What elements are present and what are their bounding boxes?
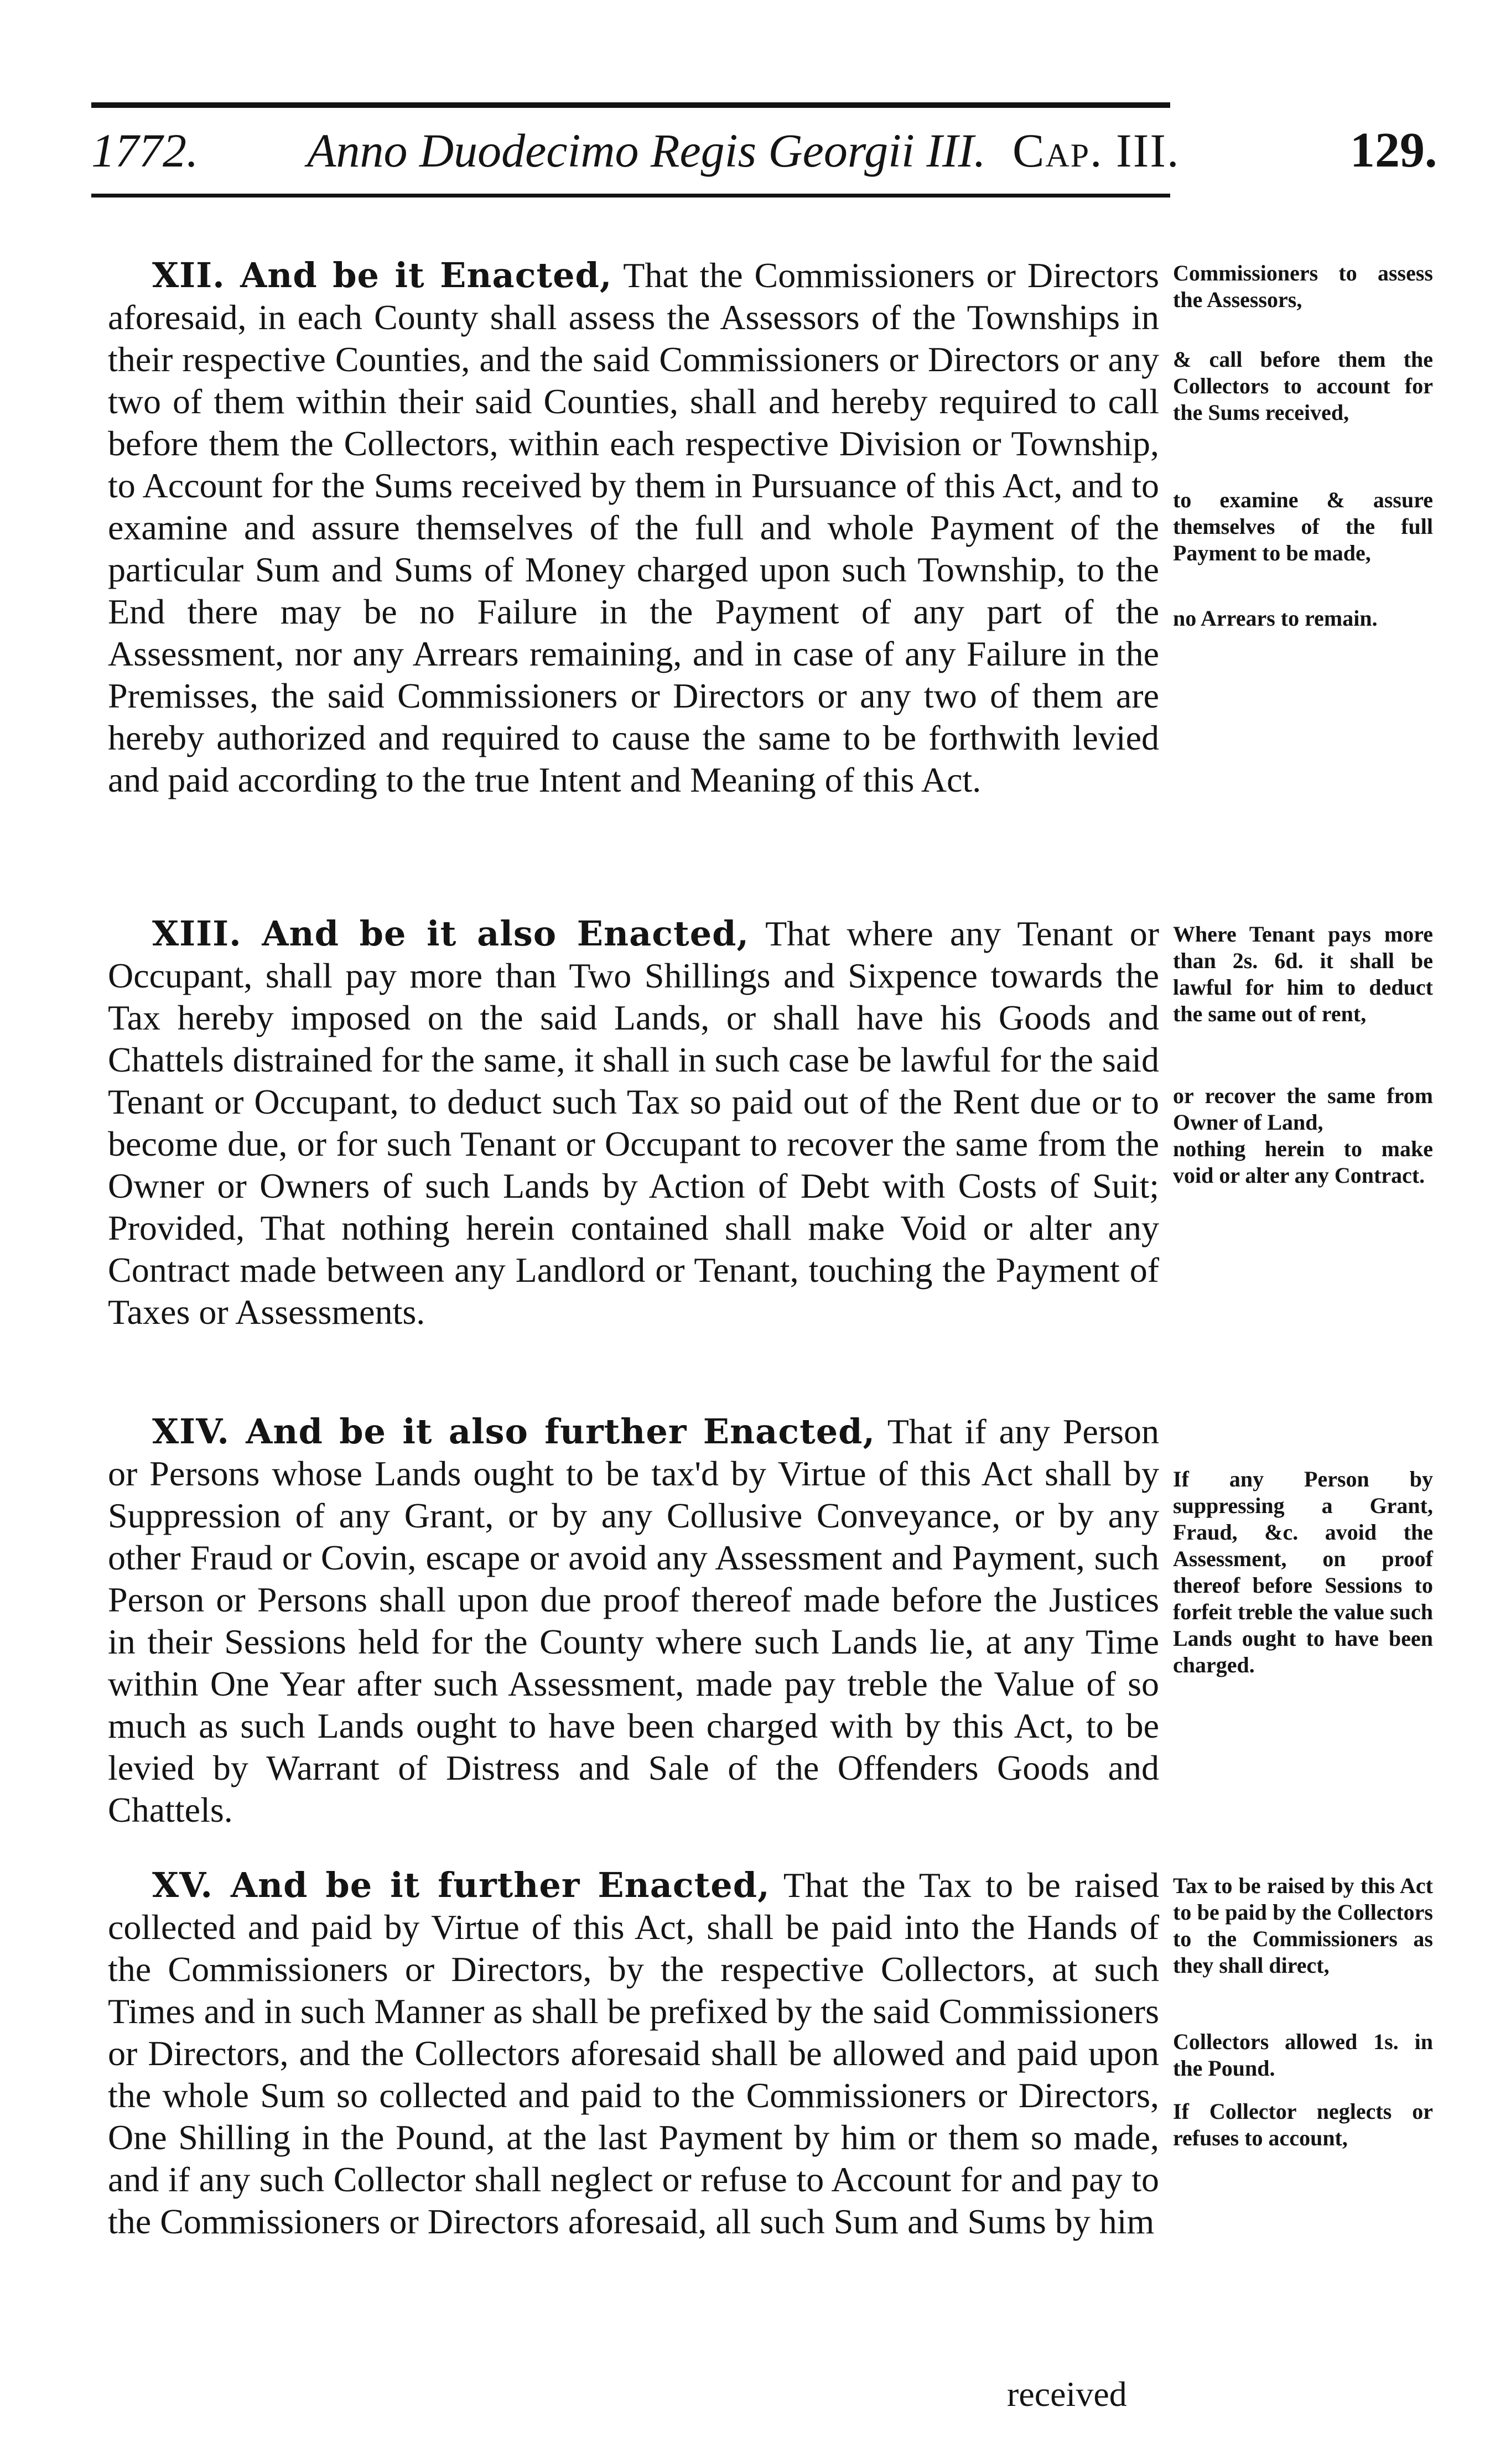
section-paragraph <box>108 1864 1159 2243</box>
margin-notes-xv <box>1173 1873 1433 2151</box>
margin-notes-xiv <box>1173 1466 1433 1678</box>
header-year: 1772. <box>91 124 199 177</box>
margin-note: to examine & assure themselves of the full Payment to be made, <box>1173 487 1433 565</box>
section-xiv <box>108 1411 1159 1831</box>
section-text: That the Tax to be raised collected and paid by Virtue of this Act, shall be paid into the Hands of the Commissioners or Directors, by the respective Collectors, at such Times and in such Manner as shall be prefixed by the said Commissioners or Directors, and the Collectors aforesaid shall be allowed and paid upon the whole Sum so collected and paid to the Commissioners or Directors, One Shilling in the Pound, at the last Payment by him or them so made, and if any such Collector shall neglect or refuse to Account for and pay to the Commissioners or Directors aforesaid, all such Sum and Sums by him <box>108 1865 1159 2241</box>
section-paragraph <box>108 913 1159 1333</box>
section-lead: XV. And be it further Enacted, <box>152 1865 770 1905</box>
section-paragraph <box>108 254 1159 801</box>
margin-note: no Arrears to remain. <box>1173 606 1378 631</box>
margin-note: Tax to be raised by this Act to be paid by the Collectors to the Commissioners as they shall direct, <box>1173 1873 1433 1978</box>
section-text: That if any Person or Persons whose Lands ought to be tax'd by Virtue of this Act shall by Suppression of any Grant, or by any Collusive Conveyance, or by any other Fraud or Covin, escape or avoid any Assessment and Payment, such Person or Persons shall upon due proof thereof made before the Justices in their Sessions held for the County where such Lands lie, at any Time within One Year after such Assessment, made pay treble the Value of so much as such Lands ought to have been charged with by this Act, to be levied by Warrant of Distress and Sale of the Offenders Goods and Chattels. <box>108 1412 1159 1829</box>
section-text: That the Commissioners or Directors aforesaid, in each County shall assess the Assessors of the Townships in their respective Counties, and the said Commissioners or Directors or any two of them within their said Counties, shall and hereby required to call before them the Collectors, within each respective Division or Township, to Account for the Sums received by them in Pursuance of this Act, and to examine and assure themselves of the full and whole Payment of the particular Sum and Sums of Money charged upon such Township, to the End there may be no Failure in the Payment of any part of the Assessment, nor any Arrears remaining, and in case of any Failure in the Premisses, the said Commissioners or Directors or any two of them are hereby authorized and required to cause the same to be forthwith levied and paid according to the true Intent and Meaning of this Act. <box>108 256 1159 799</box>
margin-note: If any Person by suppressing a Grant, Fraud, &c. avoid the Assessment, on proof thereof before Sessions to forfeit treble the value such Lands ought to have been charged. <box>1173 1467 1433 1677</box>
section-lead: XIII. And be it also Enacted, <box>152 913 750 954</box>
page-number: 129. <box>1350 123 1437 178</box>
catchword: received <box>1007 2374 1127 2414</box>
section-paragraph <box>108 1411 1159 1831</box>
margin-note: If Collector neglects or refuses to account, <box>1173 2099 1433 2150</box>
section-xiii <box>108 913 1159 1333</box>
margin-note: Collectors allowed 1s. in the Pound. <box>1173 2029 1433 2081</box>
margin-notes-xii <box>1173 260 1433 632</box>
margin-note: nothing herein to make void or alter any Contract. <box>1173 1136 1433 1188</box>
margin-note: or recover the same from Owner of Land, <box>1173 1083 1433 1135</box>
section-lead: XII. And be it Enacted, <box>152 255 612 295</box>
section-xii <box>108 254 1159 801</box>
header-bottom-rule <box>91 194 1170 197</box>
header-chapter: Cap. III. <box>1012 124 1180 177</box>
section-xv <box>108 1864 1159 2243</box>
margin-note: Commissioners to assess the Assessors, <box>1173 261 1433 312</box>
section-text: That where any Tenant or Occupant, shall pay more than Two Shillings and Sixpence towards the Tax hereby imposed on the said Lands, or shall have his Goods and Chattels distrained for the same, it shall in such case be lawful for the said Tenant or Occupant, to deduct such Tax so paid out of the Rent due or to become due, or for such Tenant or Occupant to recover the same from the Owner or Owners of such Lands by Action of Debt with Costs of Suit; Provided, That nothing herein contained shall make Void or alter any Contract made between any Landlord or Tenant, touching the Payment of Taxes or Assessments. <box>108 914 1160 1332</box>
margin-note: Where Tenant pays more than 2s. 6d. it shall be lawful for him to deduct the same out of rent, <box>1173 922 1433 1026</box>
margin-note: & call before them the Collectors to account for the Sums received, <box>1173 347 1433 425</box>
section-lead: XIV. And be it also further Enacted, <box>152 1411 876 1452</box>
margin-notes-xiii <box>1173 921 1433 1189</box>
header-title: Anno Duodecimo Regis Georgii III. <box>307 124 986 177</box>
header-top-rule <box>91 102 1170 108</box>
